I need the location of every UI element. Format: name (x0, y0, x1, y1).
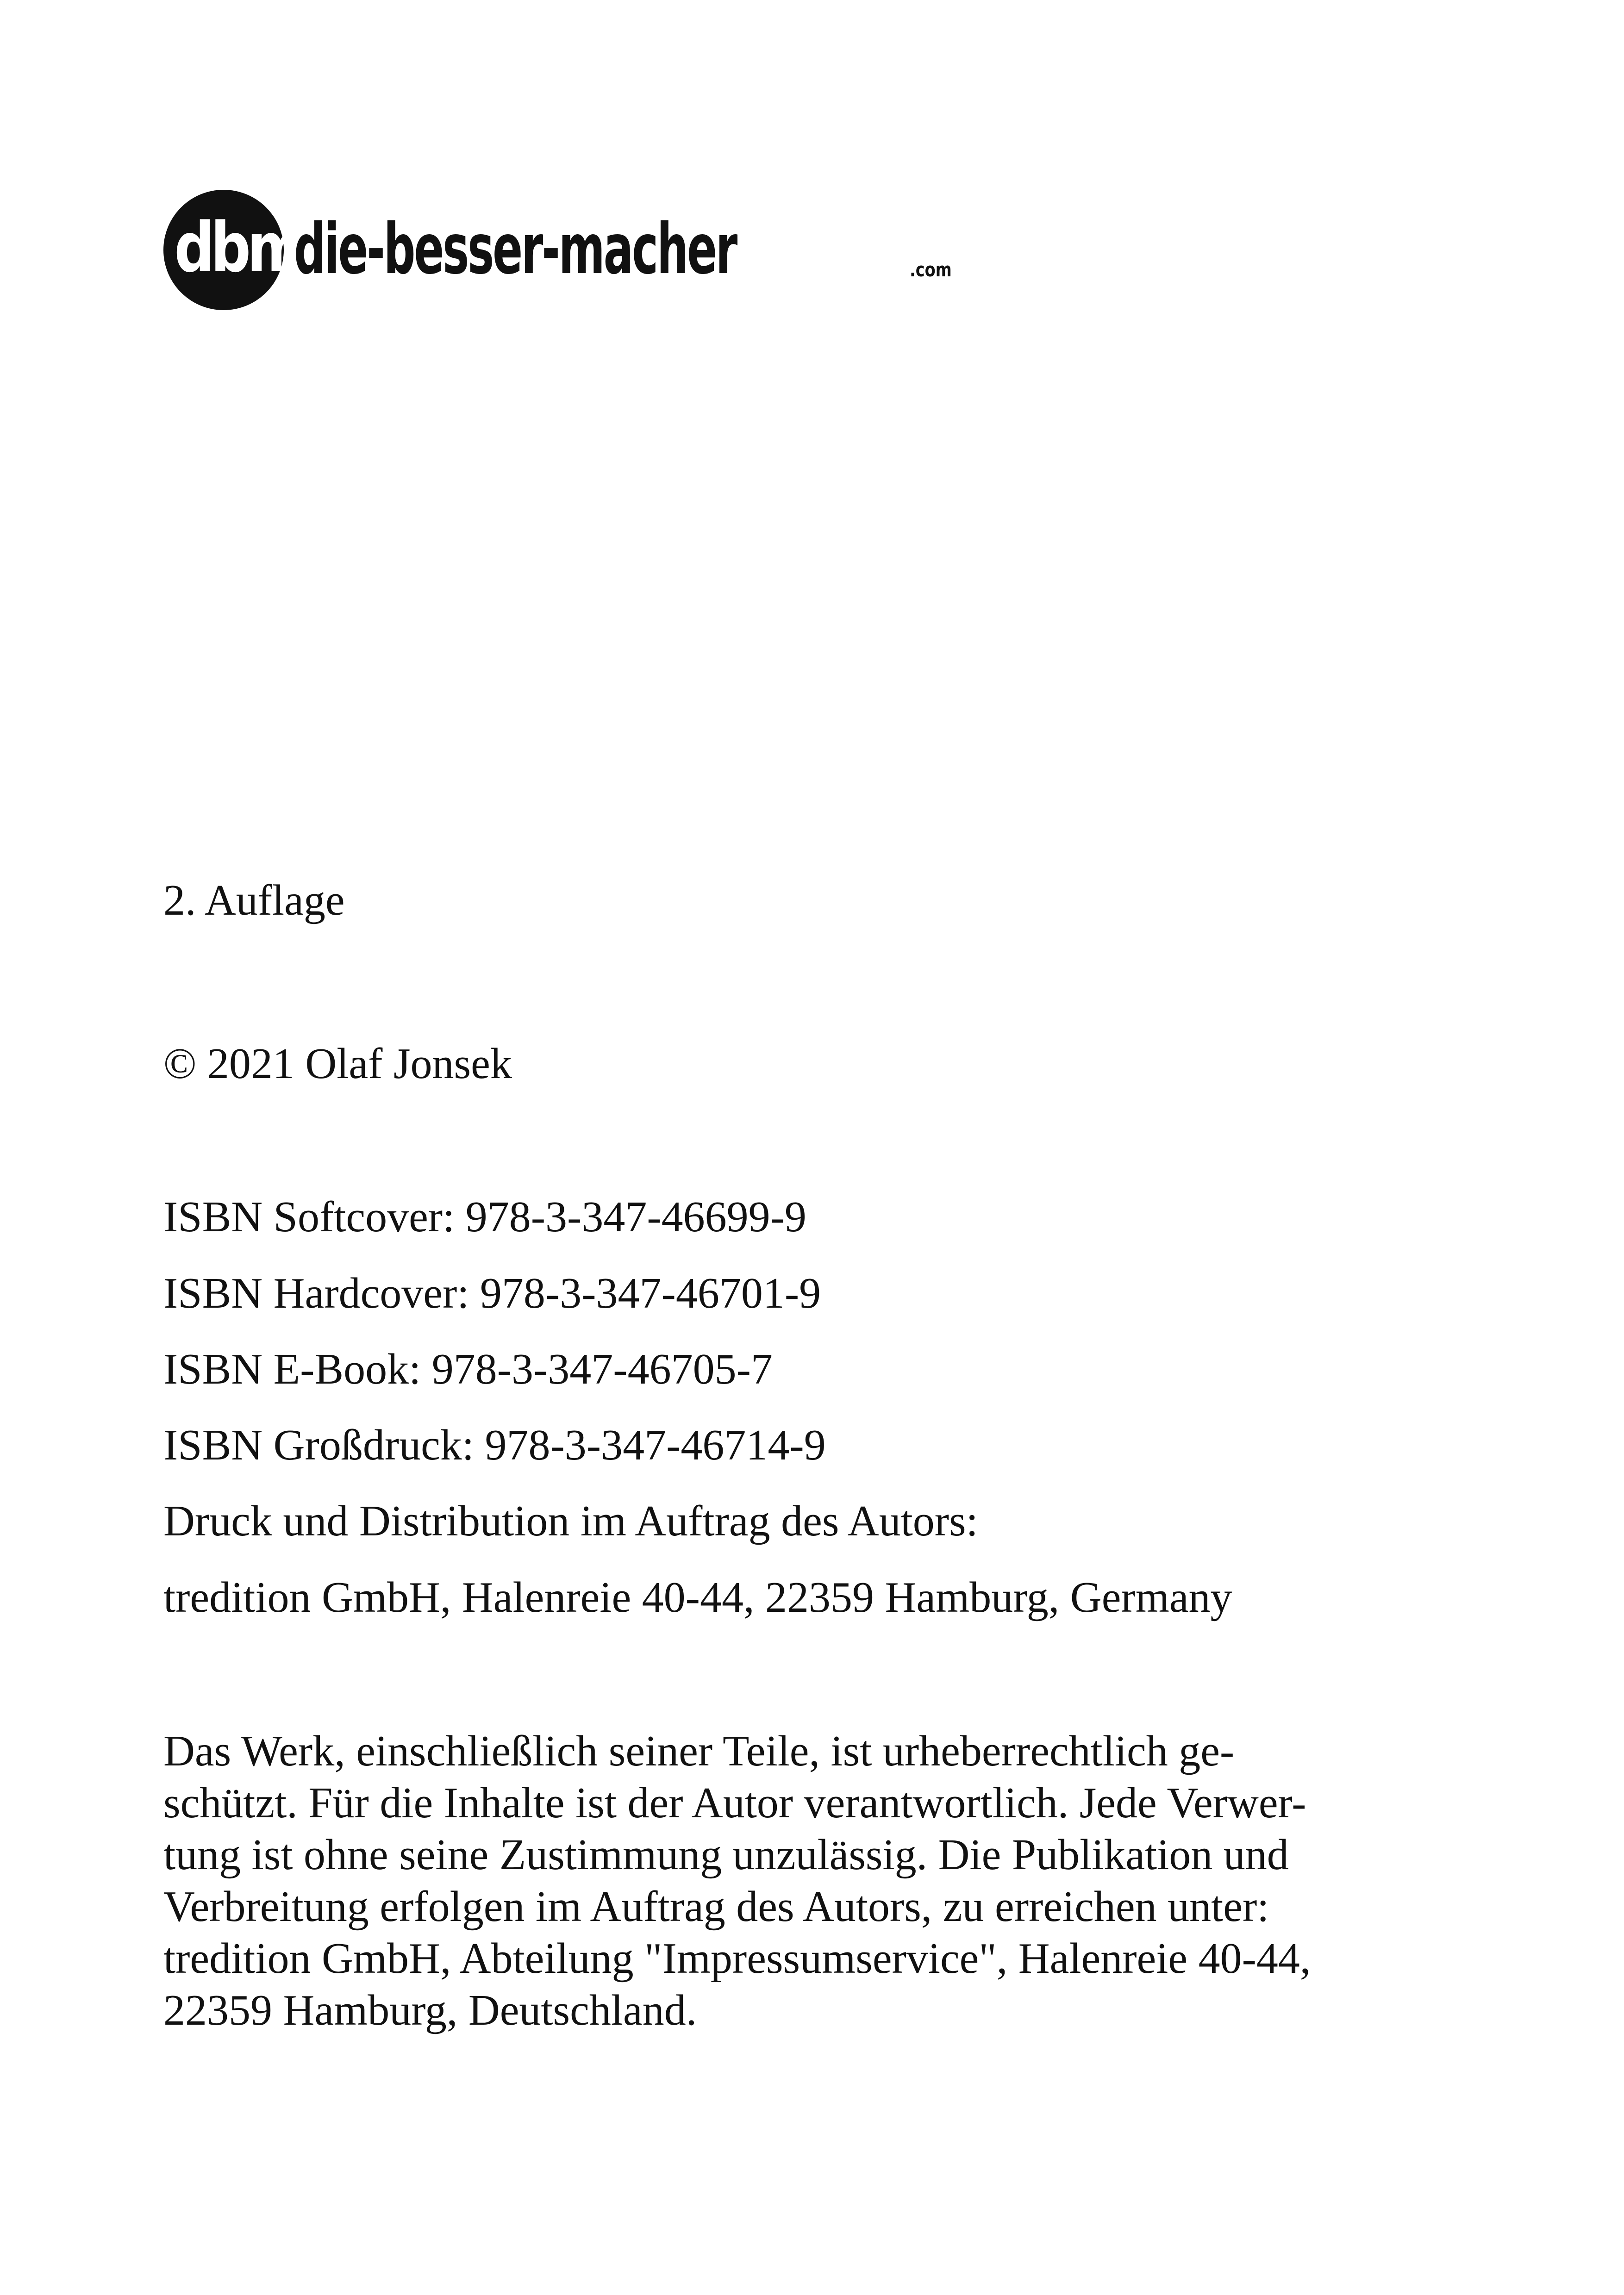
legal-line: tredition GmbH, Abteilung "Impressumservice", Halenreie 40-44, (163, 1934, 1311, 1983)
printing-label: Druck und Distribution im Auftrag des Autors: (163, 1497, 978, 1545)
logo-circle (163, 190, 302, 310)
legal-line: tung ist ohne seine Zustimmung unzulässig. Die Publikation und (163, 1831, 1289, 1879)
copyright-text: © 2021 Olaf Jonsek (163, 1040, 512, 1088)
logo-wordmark: die-besser-macher (294, 209, 737, 290)
isbn-hardcover: ISBN Hardcover: 978-3-347-46701-9 (163, 1269, 821, 1317)
legal-notice (163, 1725, 1460, 2036)
logo-suffix: .com (910, 258, 952, 281)
printing-address: tredition GmbH, Halenreie 40-44, 22359 Hamburg, Germany (163, 1573, 1232, 1621)
logo-monogram: dbm (174, 208, 302, 287)
edition-text: 2. Auflage (163, 876, 345, 924)
isbn-large-print: ISBN Großdruck: 978-3-347-46714-9 (163, 1421, 826, 1469)
isbn-softcover: ISBN Softcover: 978-3-347-46699-9 (163, 1193, 806, 1241)
legal-line: schützt. Für die Inhalte ist der Autor verantwortlich. Jede Verwer- (163, 1779, 1306, 1827)
publisher-logo (163, 190, 952, 310)
legal-line: Verbreitung erfolgen im Auftrag des Autors, zu erreichen unter: (163, 1883, 1269, 1931)
isbn-ebook: ISBN E-Book: 978-3-347-46705-7 (163, 1345, 773, 1393)
legal-line: 22359 Hamburg, Deutschland. (163, 1986, 697, 2034)
legal-line: Das Werk, einschließlich seiner Teile, ist urheberrechtlich ge- (163, 1727, 1235, 1775)
